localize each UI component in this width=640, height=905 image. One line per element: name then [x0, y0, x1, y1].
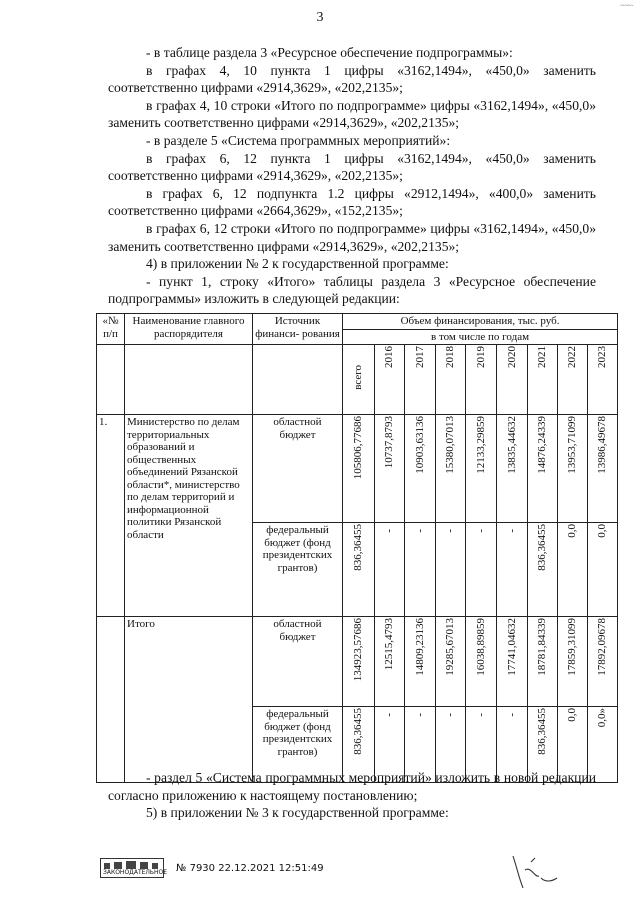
- paragraph: в графах 6, 12 пункта 1 цифры «3162,1494», «450,0» заменить соответственно цифрами «2914,3629», «202,2135»;: [108, 150, 596, 184]
- funding-source: федеральный бюджет (фонд президентских грантов): [253, 707, 343, 783]
- page-number: 3: [316, 10, 324, 25]
- signature: [505, 848, 565, 898]
- year-value: -: [497, 707, 528, 783]
- corner-mark: ~~~·: [620, 2, 634, 10]
- year-value: -: [466, 523, 497, 617]
- year-value: 836,36455: [528, 707, 558, 783]
- year-value: 836,36455: [528, 523, 558, 617]
- document-number: № 7930 22.12.2021 12:51:49: [176, 862, 324, 874]
- year-value: 0,0: [558, 707, 588, 783]
- header-volume: Объем финансирования, тыс. руб.: [343, 314, 618, 330]
- footer: [100, 858, 324, 878]
- total-value: 105806,77686: [343, 415, 375, 523]
- header-year: 2017: [405, 345, 436, 415]
- header-year: 2023: [588, 345, 618, 415]
- paragraph: в графах 4, 10 пункта 1 цифры «3162,1494», «450,0» заменить соответственно цифрами «2914,3629», «202,2135»;: [108, 62, 596, 96]
- header-source: Источник финанси- рования: [253, 314, 343, 345]
- table-row: [97, 617, 618, 707]
- funding-source: областной бюджет: [253, 617, 343, 707]
- funding-source: областной бюджет: [253, 415, 343, 523]
- year-value: 17741,04632: [497, 617, 528, 707]
- paragraph: - пункт 1, строку «Итого» таблицы раздела 3 «Ресурсное обеспечение подпрограммы» изложить в следующей редакции:: [108, 273, 596, 307]
- paragraph: в графах 6, 12 строки «Итого по подпрограмме» цифры «3162,1494», «450,0» заменить соответственно цифрами «2914,3629», «202,2135»;: [108, 220, 596, 254]
- body-text-bottom: [108, 769, 596, 822]
- year-value: 10737,8793: [375, 415, 405, 523]
- funding-source: федеральный бюджет (фонд президентских грантов): [253, 523, 343, 617]
- header-name: Наименование главного распорядителя: [125, 314, 253, 345]
- year-value: -: [375, 523, 405, 617]
- paragraph: - в таблице раздела 3 «Ресурсное обеспечение подпрограммы»:: [146, 45, 513, 60]
- header-year: 2018: [436, 345, 466, 415]
- year-value: 0,0»: [588, 707, 618, 783]
- total-value: 134923,57686: [343, 617, 375, 707]
- paragraph: в графах 6, 12 подпункта 1.2 цифры «2912,1494», «400,0» заменить соответственно цифрами «2664,3629», «152,2135»;: [108, 185, 596, 219]
- total-value: 836,36455: [343, 707, 375, 783]
- year-value: 19285,67013: [436, 617, 466, 707]
- year-value: 17859,31099: [558, 617, 588, 707]
- paragraph: - раздел 5 «Система программных мероприятий» изложить в новой редакции согласно приложению к настоящему постановлению;: [108, 770, 596, 803]
- year-value: 0,0: [558, 523, 588, 617]
- paragraph: в графах 4, 10 строки «Итого по подпрограмме» цифры «3162,1494», «450,0» заменить соответственно цифрами «2914,3629», «202,2135»;: [108, 97, 596, 131]
- header-year: 2019: [466, 345, 497, 415]
- row-number: [97, 617, 125, 783]
- header-year: 2020: [497, 345, 528, 415]
- body-text-top: [108, 44, 596, 308]
- year-value: 12515,4793: [375, 617, 405, 707]
- total-value: 836,36455: [343, 523, 375, 617]
- year-value: 13835,44632: [497, 415, 528, 523]
- header-total: всего: [343, 345, 375, 415]
- row-distributor-name: Министерство по делам территориальных образований и общественных объединений Рязанской области*, министерство по делам территорий и информационной политики Рязанской области: [125, 415, 253, 617]
- year-value: 12133,29859: [466, 415, 497, 523]
- header-year: 2022: [558, 345, 588, 415]
- year-value: 14809,23136: [405, 617, 436, 707]
- header-year: 2021: [528, 345, 558, 415]
- year-value: 14876,24339: [528, 415, 558, 523]
- table-row: [97, 415, 618, 523]
- year-value: -: [466, 707, 497, 783]
- paragraph: 5) в приложении № 3 к государственной программе:: [146, 805, 449, 821]
- header-by-years: в том числе по годам: [343, 329, 618, 345]
- year-value: -: [497, 523, 528, 617]
- paragraph: 4) в приложении № 2 к государственной программе:: [146, 256, 449, 272]
- row-itogo-label: Итого: [125, 617, 253, 783]
- year-value: 17892,09678: [588, 617, 618, 707]
- year-value: 15380,07013: [436, 415, 466, 523]
- header-year: 2016: [375, 345, 405, 415]
- year-value: 10903,63136: [405, 415, 436, 523]
- year-value: 18781,84339: [528, 617, 558, 707]
- year-value: 16038,89859: [466, 617, 497, 707]
- year-value: -: [375, 707, 405, 783]
- year-value: 13953,71099: [558, 415, 588, 523]
- financing-table: [96, 313, 618, 783]
- year-value: -: [436, 523, 466, 617]
- registry-stamp: ЗАКОНОДАТЕЛЬНОЕ: [100, 858, 164, 878]
- year-value: -: [405, 523, 436, 617]
- year-value: 0,0: [588, 523, 618, 617]
- header-num: «№ п/п: [97, 314, 125, 345]
- year-value: -: [405, 707, 436, 783]
- year-value: 13986,49678: [588, 415, 618, 523]
- paragraph: - в разделе 5 «Система программных мероприятий»:: [146, 132, 451, 148]
- year-value: -: [436, 707, 466, 783]
- row-number: 1.: [97, 415, 125, 617]
